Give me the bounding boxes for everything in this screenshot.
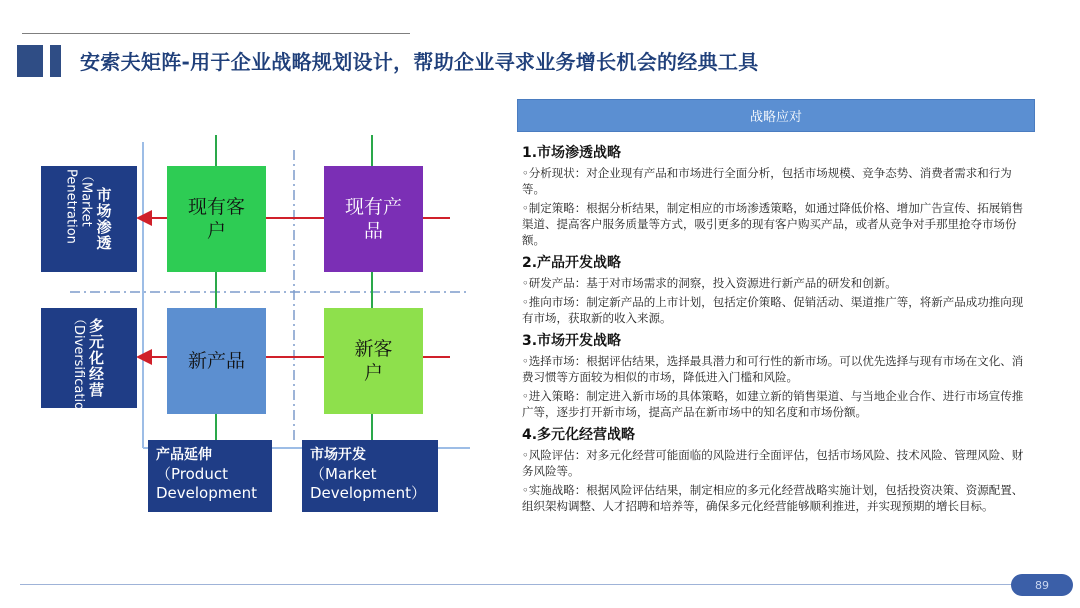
label-product-development	[148, 440, 272, 512]
cell-label: 新产品	[187, 350, 245, 372]
section-paragraph: ◦研发产品：基于对市场需求的洞察，投入资源进行新产品的研发和创新。	[522, 276, 897, 290]
section-paragraph: ◦进入策略：制定进入新市场的具体策略，如建立新的销售渠道、与当地企业合作、进行市场宣传推广等，逐步打开新市场，提高产品在新市场中的知名度和市场份额。	[522, 389, 1024, 419]
cell-label: 现有客户	[187, 196, 245, 242]
label-diversification	[41, 308, 137, 432]
label-en: （Product Development	[156, 465, 257, 502]
section-paragraph: ◦风险评估：对多元化经营可能面临的风险进行全面评估，包括市场风险、技术风险、管理风险、财务风险等。	[522, 448, 1024, 478]
page-title: 安索夫矩阵-用于企业战略规划设计，帮助企业寻求业务增长机会的经典工具	[80, 50, 759, 74]
label-market-penetration	[41, 166, 137, 272]
section-product-development	[522, 252, 1034, 326]
section-paragraph: ◦分析现状：对企业现有产品和市场进行全面分析，包括市场规模、竞争态势、消费者需求和行为等。	[522, 166, 1012, 196]
label-cn: 产品延伸	[156, 447, 212, 463]
section-paragraph: ◦实施战略：根据风险评估结果，制定相应的多元化经营战略实施计划，包括投资决策、资源配置、组织架构调整、人才招聘和培养等，确保多元化经营能够顺利推进，并实现预期的增长目标。	[522, 483, 1024, 513]
strategy-panel-header: 战略应对	[517, 99, 1035, 132]
cell-label: 现有产品	[344, 196, 402, 242]
label-cn: 市场开发	[310, 447, 366, 463]
footer-divider-line	[20, 584, 1020, 585]
page-number-badge: 89	[1011, 574, 1073, 596]
strategy-panel	[522, 138, 1034, 517]
cell-new-customers	[324, 308, 423, 414]
cell-existing-customers	[167, 166, 266, 272]
section-market-penetration	[522, 142, 1034, 248]
label-cn: 多元化经营	[87, 318, 105, 398]
cell-label: 新客户	[354, 338, 393, 384]
label-en: （Market Development）	[310, 465, 426, 502]
label-en: （Market Penetration	[63, 169, 94, 244]
section-title: 2.产品开发战略	[522, 255, 622, 271]
cell-existing-products	[324, 166, 423, 272]
label-en: （Diversification）	[71, 312, 86, 432]
label-cn: 市场渗透	[94, 187, 113, 251]
section-paragraph: ◦制定策略：根据分析结果，制定相应的市场渗透策略，如通过降低价格、增加广告宣传、拓展销售渠道、提高客户服务质量等方式，吸引更多的现有客户购买产品，或者从竞争对手那里抢夺市场份额。	[522, 201, 1024, 247]
section-title: 1.市场渗透战略	[522, 145, 622, 161]
section-paragraph: ◦推向市场：制定新产品的上市计划，包括定价策略、促销活动、渠道推广等，将新产品成功推向现有市场，获取新的收入来源。	[522, 295, 1024, 325]
section-market-development	[522, 330, 1034, 420]
section-title: 4.多元化经营战略	[522, 427, 636, 443]
section-paragraph: ◦选择市场：根据评估结果，选择最具潜力和可行性的新市场。可以优先选择与现有市场在文化、消费习惯等方面较为相似的市场，降低进入门槛和风险。	[522, 354, 1024, 384]
section-title: 3.市场开发战略	[522, 333, 622, 349]
cell-new-products	[167, 308, 266, 414]
ansoff-matrix-connectors	[0, 0, 520, 608]
label-market-development	[302, 440, 438, 512]
section-diversification	[522, 424, 1034, 514]
